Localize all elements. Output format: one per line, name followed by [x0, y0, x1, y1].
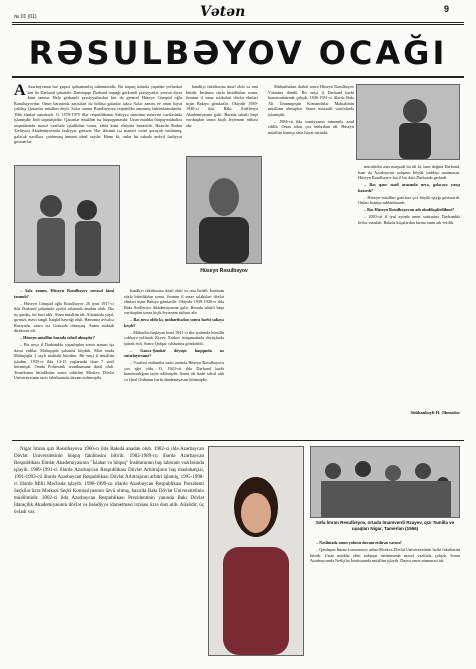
answer-1: – Hüseyn Cümşüd oğlu Rəsulbəyov 26 iyun 1917-ci ildə Dərbənd şəhərində əyalət ailəsində anadan olub. Biz üç qardaş, iki bacı idik. Atam müəllim idi. Ailəmizdə yaşıl, qırmızı, mavi rəngli İstiqlal bayrağı olub. Hamımız əvvəlcə Rusiyada, sonra isə Gəncədə olmuşuq. Anam məktəb direktoru idi. [14, 300, 114, 333]
bottom-question: – Nəslinizdə onun yolunu davam etdirən varmı? [316, 540, 402, 545]
mid-paragraph-1: bandlıyı fakültəsinə daxil olub və onu bitirib. İnstitutu sözlə bitirdikdən sonra, fironun il sınaz tələbələri dövlət elmləri üçün Bakıya göndərilir. Oktyabr 1939-1940-cı ildə Bakı Artilleriya Akademiyasına gəlir. Burada təhsili başa vurduqdan sonra kiçik leytenant rütbəsi alır. [124, 288, 224, 315]
woman-portrait-icon [209, 447, 303, 655]
people-silhouette-icon [15, 166, 119, 282]
column-4 [358, 164, 460, 464]
drop-cap: A [14, 84, 26, 99]
nigar-photo [208, 446, 304, 656]
newspaper-name: Vətən [200, 4, 246, 20]
portrait-icon [187, 157, 261, 263]
upper-mid-paragraph: bandlıyı fakültəsinə daxil olub və onu bitirib. İnstitutu sözlə bitirdikdən sonra, fironun il sınaz tələbələri dövlət elmləri üçün Bakıya göndərilir. Oktyabr 1939-1940-cı ildə Bakı Artilleriya Akademiyasına gəlir. Burada təhsili başa vurduqdan sonra kiçik leytenant rütbəsi alır. [186, 84, 258, 128]
portrait-photo [186, 156, 262, 264]
bio-block [14, 446, 204, 656]
mid-question-2: – Gəncə-Şəmkir döyüşü haqqında nə xatırlayırsınız? [124, 347, 224, 358]
page-number: 9 [444, 4, 450, 14]
mid-paragraph-3: – Vəzifəsi müharibə vaxtı ərzində Hüseyn Rəsulbəyova çox ağır oldu. O, 1943-cü ildə Dərbənd hərbi komissarlığına təyin edilmişdir. Sonra ali hərbi təhsil alıb və Qızıl Ordunun hərbi akademiyasını bitirmişdir. [124, 360, 224, 382]
bottom-answer: – Qardaşım İmran Lomonosov adına Moskva Dövlət Universitetinin fiziki fakültəsini bitirib. Uzun müddət elmi tədqiqat institutunda məsul vəzifədə çalışıb. Sonra Azərbaycanda Neftçilər İnstitutunda müəllim işləyib. Dayısı onun nümunəsi idi. [310, 547, 460, 563]
right-paragraph-1: Müharibədən dərhal sonra Hüseyn Rəsulbəyov Vətəninə döndü. Bir neçə il Dərbənd hərbi komissariatında çalışdı. 1946-1951-ci illərdə Bakı Ali Ümumqoşun Komandirlər Məktəbinin müəllimi olmuşdur. Sonra müxtəlif vəzifələrdə işləmişdir. [268, 84, 354, 117]
column-3 [268, 84, 354, 354]
far-right-paragraph-1: mücahidin əsas məqsədi bu idi ki, həm doğma Dərbənd, həm də Azərbaycan xalqının böyük yaddaşı unutmasın. Hüseyn Rəsulbəyov hər il bir dəfə Dərbəndə gedərdi. [358, 164, 460, 180]
title-rule [12, 76, 464, 78]
page-title: RƏSULBƏYOV OCAĞI [28, 34, 448, 72]
right-photo [356, 84, 460, 160]
family-photo-caption: Səfa İmran Rəsulbəyov, ortada İmamverdi Rzayev, qızı Tamilla və uşaqları Nigar, Tamerlan (1966) [315, 520, 455, 531]
mid-paragraph-2: – Müharibə başlayan kimi 1941-ci ilin iyulunda könüllü cəbhəyə yollandı. Kiyev, Xarkov istiqamətində döyüşlərdə iştirak etdi. Sonra Qafqaz cəbhəsinə göndərildi. [124, 329, 224, 346]
bottom-right-text [310, 540, 460, 660]
portrait-caption: Hüseyn Rəsulbəyov [200, 268, 248, 274]
family-group-photo [310, 446, 460, 518]
question-1: – Səfə xanım, Hüseyn Rəsulbəyov necəsəl kimi tanınıb? [14, 288, 114, 299]
bio-paragraph: Nigar İmran qızı Rəsulbəyova 1960-cı ildə Bakıda anadan olub. 1982-ci ildə Azərbaycan Dövlət Universitetinin hüquq fakültəsini bitirib. 1982-1989-cu illərdə Azərbaycan Respublikası Elmlər Akademiyasının "İslahat və hüquq" İnstitutunun baş laborant vəzifəsində işləyib. 1989-1991-ci illərdə Azərbaycan Respublikası Dövlət Arbitrajının baş məsləhətçisi, 1991-1993-cü illərdə Azərbaycan Respublikası Dövlət Arbitrajının arbitri işləmiş, 1995-1998-ci illərdə Milli Məclisdə işləyib. 1998-1999-cu illərdə Azərbaycan Respublikası Prezidenti Seçkilər üzrə Mərkəzi Seçki Komissiyasının üzvü olmuş, hazırda Bakı Dövlət Universitetinin müəllimidir. 2002-ci ildə Azərbaycan Respublikası Prezidentinin yanında Bakı Dövlət İdarəçilik Akademiyasının dövlət və bələdiyyə idarəetməsi ixtisası üzrə dərs alib. Ailəlidir, üç övladı var. [14, 447, 204, 515]
person-icon [357, 85, 459, 159]
column-2-top [186, 84, 258, 152]
answer-2: – Bir neçə il Dərbənddə yaşadıqdan sonra atasını işə dəvət etdilər. Mahaçqala şəhərinə köçdük. Mən orada Mahaçqala 1 saylı məktəbi bitirdim. Bir neçə il müəllim işlədim. 1935-ci ildə 14-15 yaşlarında ikən 7 sinfi bitirmişdi. Orada Politexnik texnikumuna daxil olub. Texnikumu bitirdikdən sonra təhsilini Moskva Dövlət Universitetinin tarix fakültəsində davam etdirmişdir. [14, 342, 114, 380]
far-right-paragraph-3: – 2003-cü il iyul ayında onun xatirəsinə Dərbənddə lövhə vurulub. Bakıda küçələrdən birinə onun adı verilib. [358, 214, 460, 225]
mid-question-1: – Bəs necə oldu ki, müharibədən sonra hərbi sahəyə keçdi? [124, 317, 224, 328]
intro-paragraph: Azərbaycanın hər guşəsi qəhrəmanlıq salnaməsidir. Bu torpaq özündə yaşadan yerlərdən biri də Dərbənd şəhəridir. Dəmirqapı Dərbənd torpağı görkəmli şəxsiyyətlər yetirən diyar kimi tanınır. Belə görkəmli şəxsiyyətlərdən biri də general Hüseyn Cümşüd oğlu Rəsulbəyovdur. Onun barəsində xatirələri ilə bölüşə gələnlər təkcə Səfər xanım ve onun həyat yoldaşı Qəzənfər müəllim deyil. Səfər xanım Rəsulbəyova respublika tanınmış həkimlərindəndir. Tibb elmləri namizədi. O, 1978-1975 illər respublikanın Səhiyyə nazirinin müavini vəzifəsində işləmişdir. İndi təqaüdçüdür. Qəzənfər müəllim isə hüquqşünasdır. Uzun müddət hüquq-mühafizə orqanlarında məsul vəzifədə işlədikdən sonra, zabit kimi ehtiyata buraxılıb. Hazırda Bədən Tərbiyəsi Akademiyasında fəaliyyət göstərir. Hər ikisinin isə mənəvi irsini qoruyub saxlamaq, gələcək nəsillərə çatdırmaq ümumi ideal sayılır. Hansı ki, onlar bu sahədə ardıcıl fəaliyyət göstərirlər. [14, 84, 182, 144]
family-photo-top [14, 165, 120, 283]
header-rule [12, 22, 464, 23]
far-right-paragraph-2: – Hüseyn müəllim gənclərə çox böyük qayğı göstərərdi. Onları həmişə ruhlandırardı. [358, 194, 460, 205]
section-divider [12, 440, 464, 441]
issue-number: № 01 (01) [14, 14, 37, 20]
far-right-question-2: – Bəs Hüseyn Rəsulbəyovun adı əbədiləşdirilibmi? [364, 207, 454, 212]
right-paragraph-2: – 1984-cü ildə səmiyyənin tamamilə azad edilib. Onun ailəsi çox mehriban idi. Hüseyn müəllim həmişə sadə həyat sürürdü. [268, 118, 354, 135]
question-2: – Hüseyn müəllim harada təhsil almışdır? [20, 335, 95, 340]
far-right-question-1: – Bəs qənc nəsil arasında necə, gələcəyə yaxşı baxırdı? [358, 182, 460, 193]
header-rule-2 [12, 24, 464, 25]
author-signature: Sübhanbəyli H. Əhmədov [410, 410, 460, 415]
group-people-icon [311, 447, 459, 517]
